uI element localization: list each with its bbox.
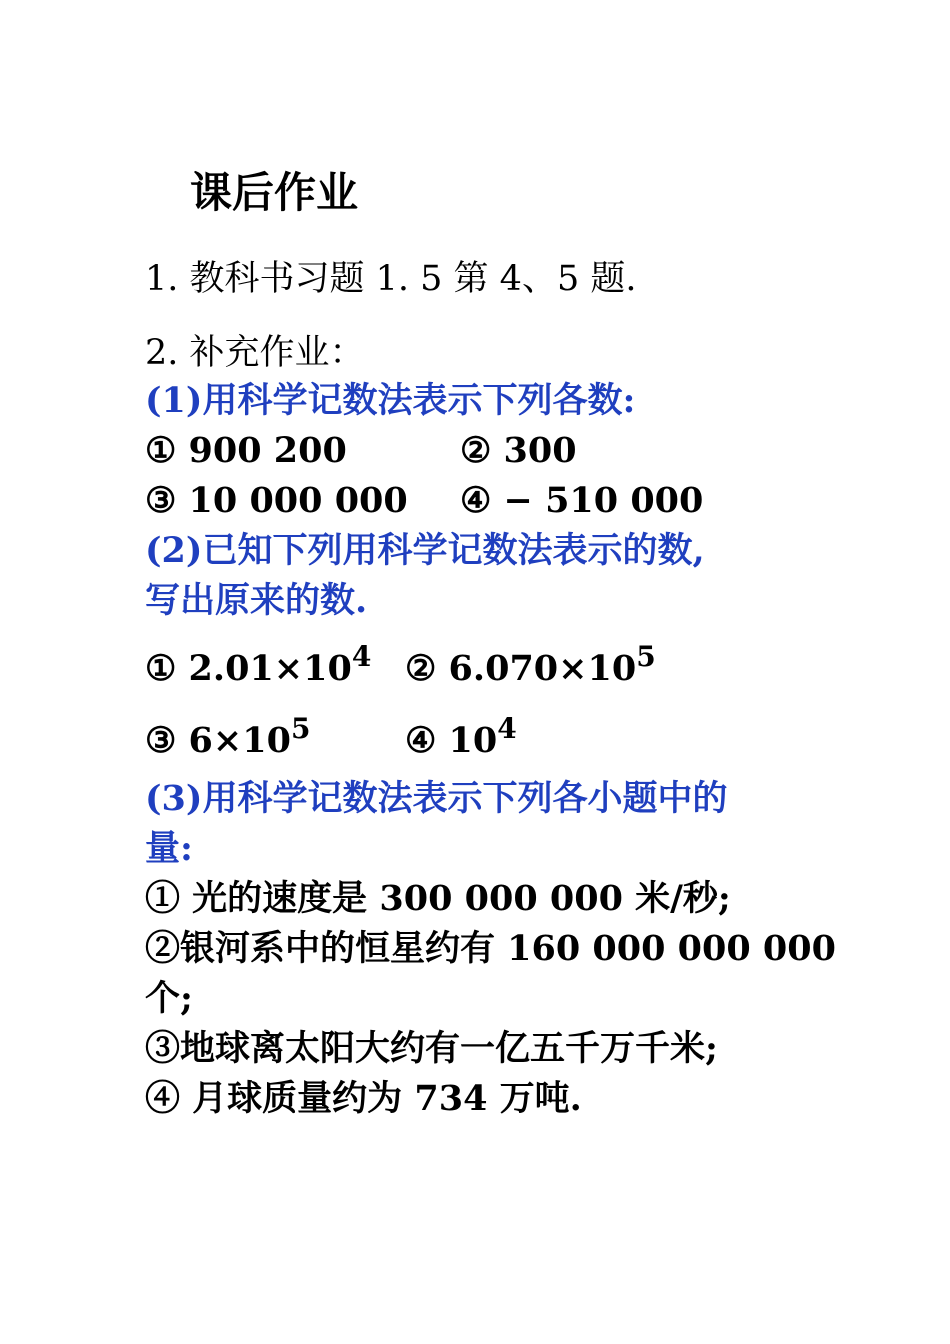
- part2-heading-line1: (2)已知下列用科学记数法表示的数,: [145, 530, 705, 571]
- part1-item-4: ④ − 510 000: [460, 480, 704, 521]
- part2-item-1-base: ① 2.01×10: [145, 648, 352, 689]
- part2-heading-line2: 写出原来的数.: [145, 580, 368, 621]
- homework-item-2: 2. 补充作业：: [145, 333, 365, 373]
- part2-item-1: [145, 640, 372, 690]
- part2-item-3: [145, 712, 311, 762]
- part2-item-3-exponent: 5: [290, 712, 311, 745]
- part1-heading: (1)用科学记数法表示下列各数:: [145, 380, 636, 421]
- part3-line-2: ②银河系中的恒星约有 160 000 000 000: [145, 928, 836, 969]
- part3-heading-line1: (3)用科学记数法表示下列各小题中的: [145, 778, 728, 819]
- homework-item-1: 1. 教科书习题 1. 5 第 4、5 题.: [145, 259, 637, 299]
- part2-item-1-exponent: 4: [351, 640, 372, 673]
- part3-line-3: 个;: [145, 978, 193, 1019]
- part2-item-3-base: ③ 6×10: [145, 720, 291, 761]
- part1-item-2: ② 300: [460, 430, 577, 471]
- part2-item-2-exponent: 5: [636, 640, 656, 673]
- part3-line-1: ① 光的速度是 300 000 000 米/秒;: [145, 878, 731, 919]
- part2-item-2: [405, 640, 656, 690]
- part2-item-4: [405, 712, 517, 762]
- part3-heading-line2: 量:: [145, 828, 193, 869]
- part2-item-4-base: ④ 10: [405, 720, 498, 761]
- page-title: 课后作业: [190, 168, 359, 217]
- part2-item-2-base: ② 6.070×10: [405, 648, 637, 689]
- part1-item-3: ③ 10 000 000: [145, 480, 408, 521]
- part1-item-1: ① 900 200: [145, 430, 347, 471]
- part3-line-4: ③地球离太阳大约有一亿五千万千米;: [145, 1028, 718, 1069]
- part3-line-5: ④ 月球质量约为 734 万吨.: [145, 1078, 582, 1119]
- part2-item-4-exponent: 4: [497, 712, 517, 745]
